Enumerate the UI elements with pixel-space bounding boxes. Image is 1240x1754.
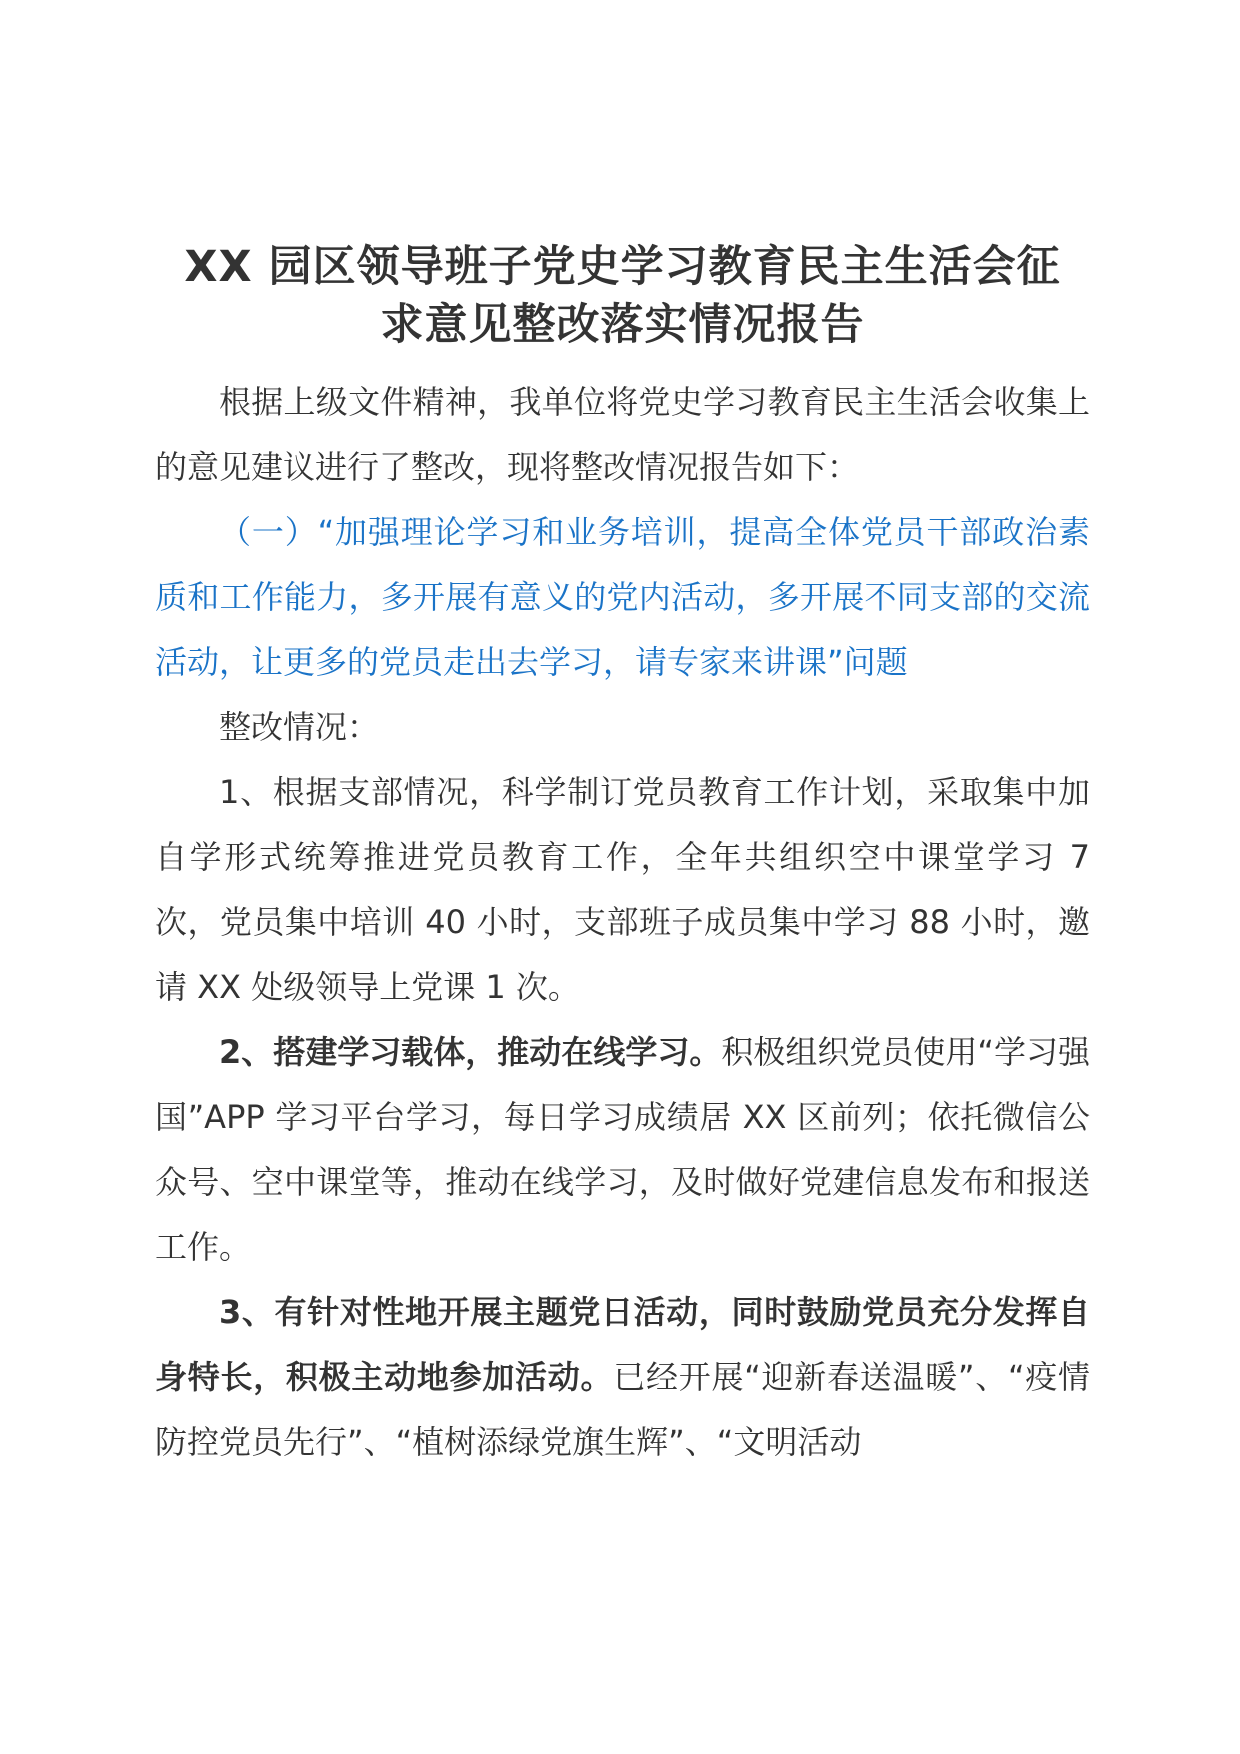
item-2-heading: 2、搭建学习载体，推动在线学习。 — [219, 1033, 722, 1071]
title-line-1: XX 园区领导班子党史学习教育民主生活会征 — [184, 242, 1061, 292]
intro-paragraph: 根据上级文件精神，我单位将党史学习教育民主生活会收集上的意见建议进行了整改，现将整改情况报告如下： — [155, 383, 1090, 486]
item-3-heading: 3、有针对性地开展主题党日活动，同时鼓励党员充分发挥自身特长，积极主动地参加活动。 — [155, 1293, 1090, 1396]
item-2-paragraph — [155, 1020, 1090, 1280]
item-1-paragraph: 1、根据支部情况，科学制订党员教育工作计划，采取集中加自学形式统筹推进党员教育工作，全年共组织空中课堂学习 7 次，党员集中培训 40 小时，支部班子成员集中学习 88 小时，邀请 XX 处级领导上党课 1 次。 — [155, 773, 1090, 1006]
item-2-text: 积极组织党员使用“学习强国”APP 学习平台学习，每日学习成绩居 XX 区前列；依托微信公众号、空中课堂等，推动在线学习，及时做好党建信息发布和报送工作。 — [155, 1033, 1090, 1266]
item-3-paragraph — [155, 1280, 1090, 1475]
item-3-text: 已经开展“迎新春送温暖”、“疫情防控党员先行”、“植树添绿党旗生辉”、“文明活动 — [155, 1358, 1090, 1461]
issue-heading: （一）“加强理论学习和业务培训，提高全体党员干部政治素质和工作能力，多开展有意义的党内活动，多开展不同支部的交流活动，让更多的党员走出去学习，请专家来讲课”问题 — [155, 513, 1090, 681]
document-title — [155, 238, 1090, 354]
title-line-2: 求意见整改落实情况报告 — [380, 300, 865, 350]
document-page — [155, 238, 1090, 1475]
status-label: 整改情况： — [219, 708, 380, 746]
